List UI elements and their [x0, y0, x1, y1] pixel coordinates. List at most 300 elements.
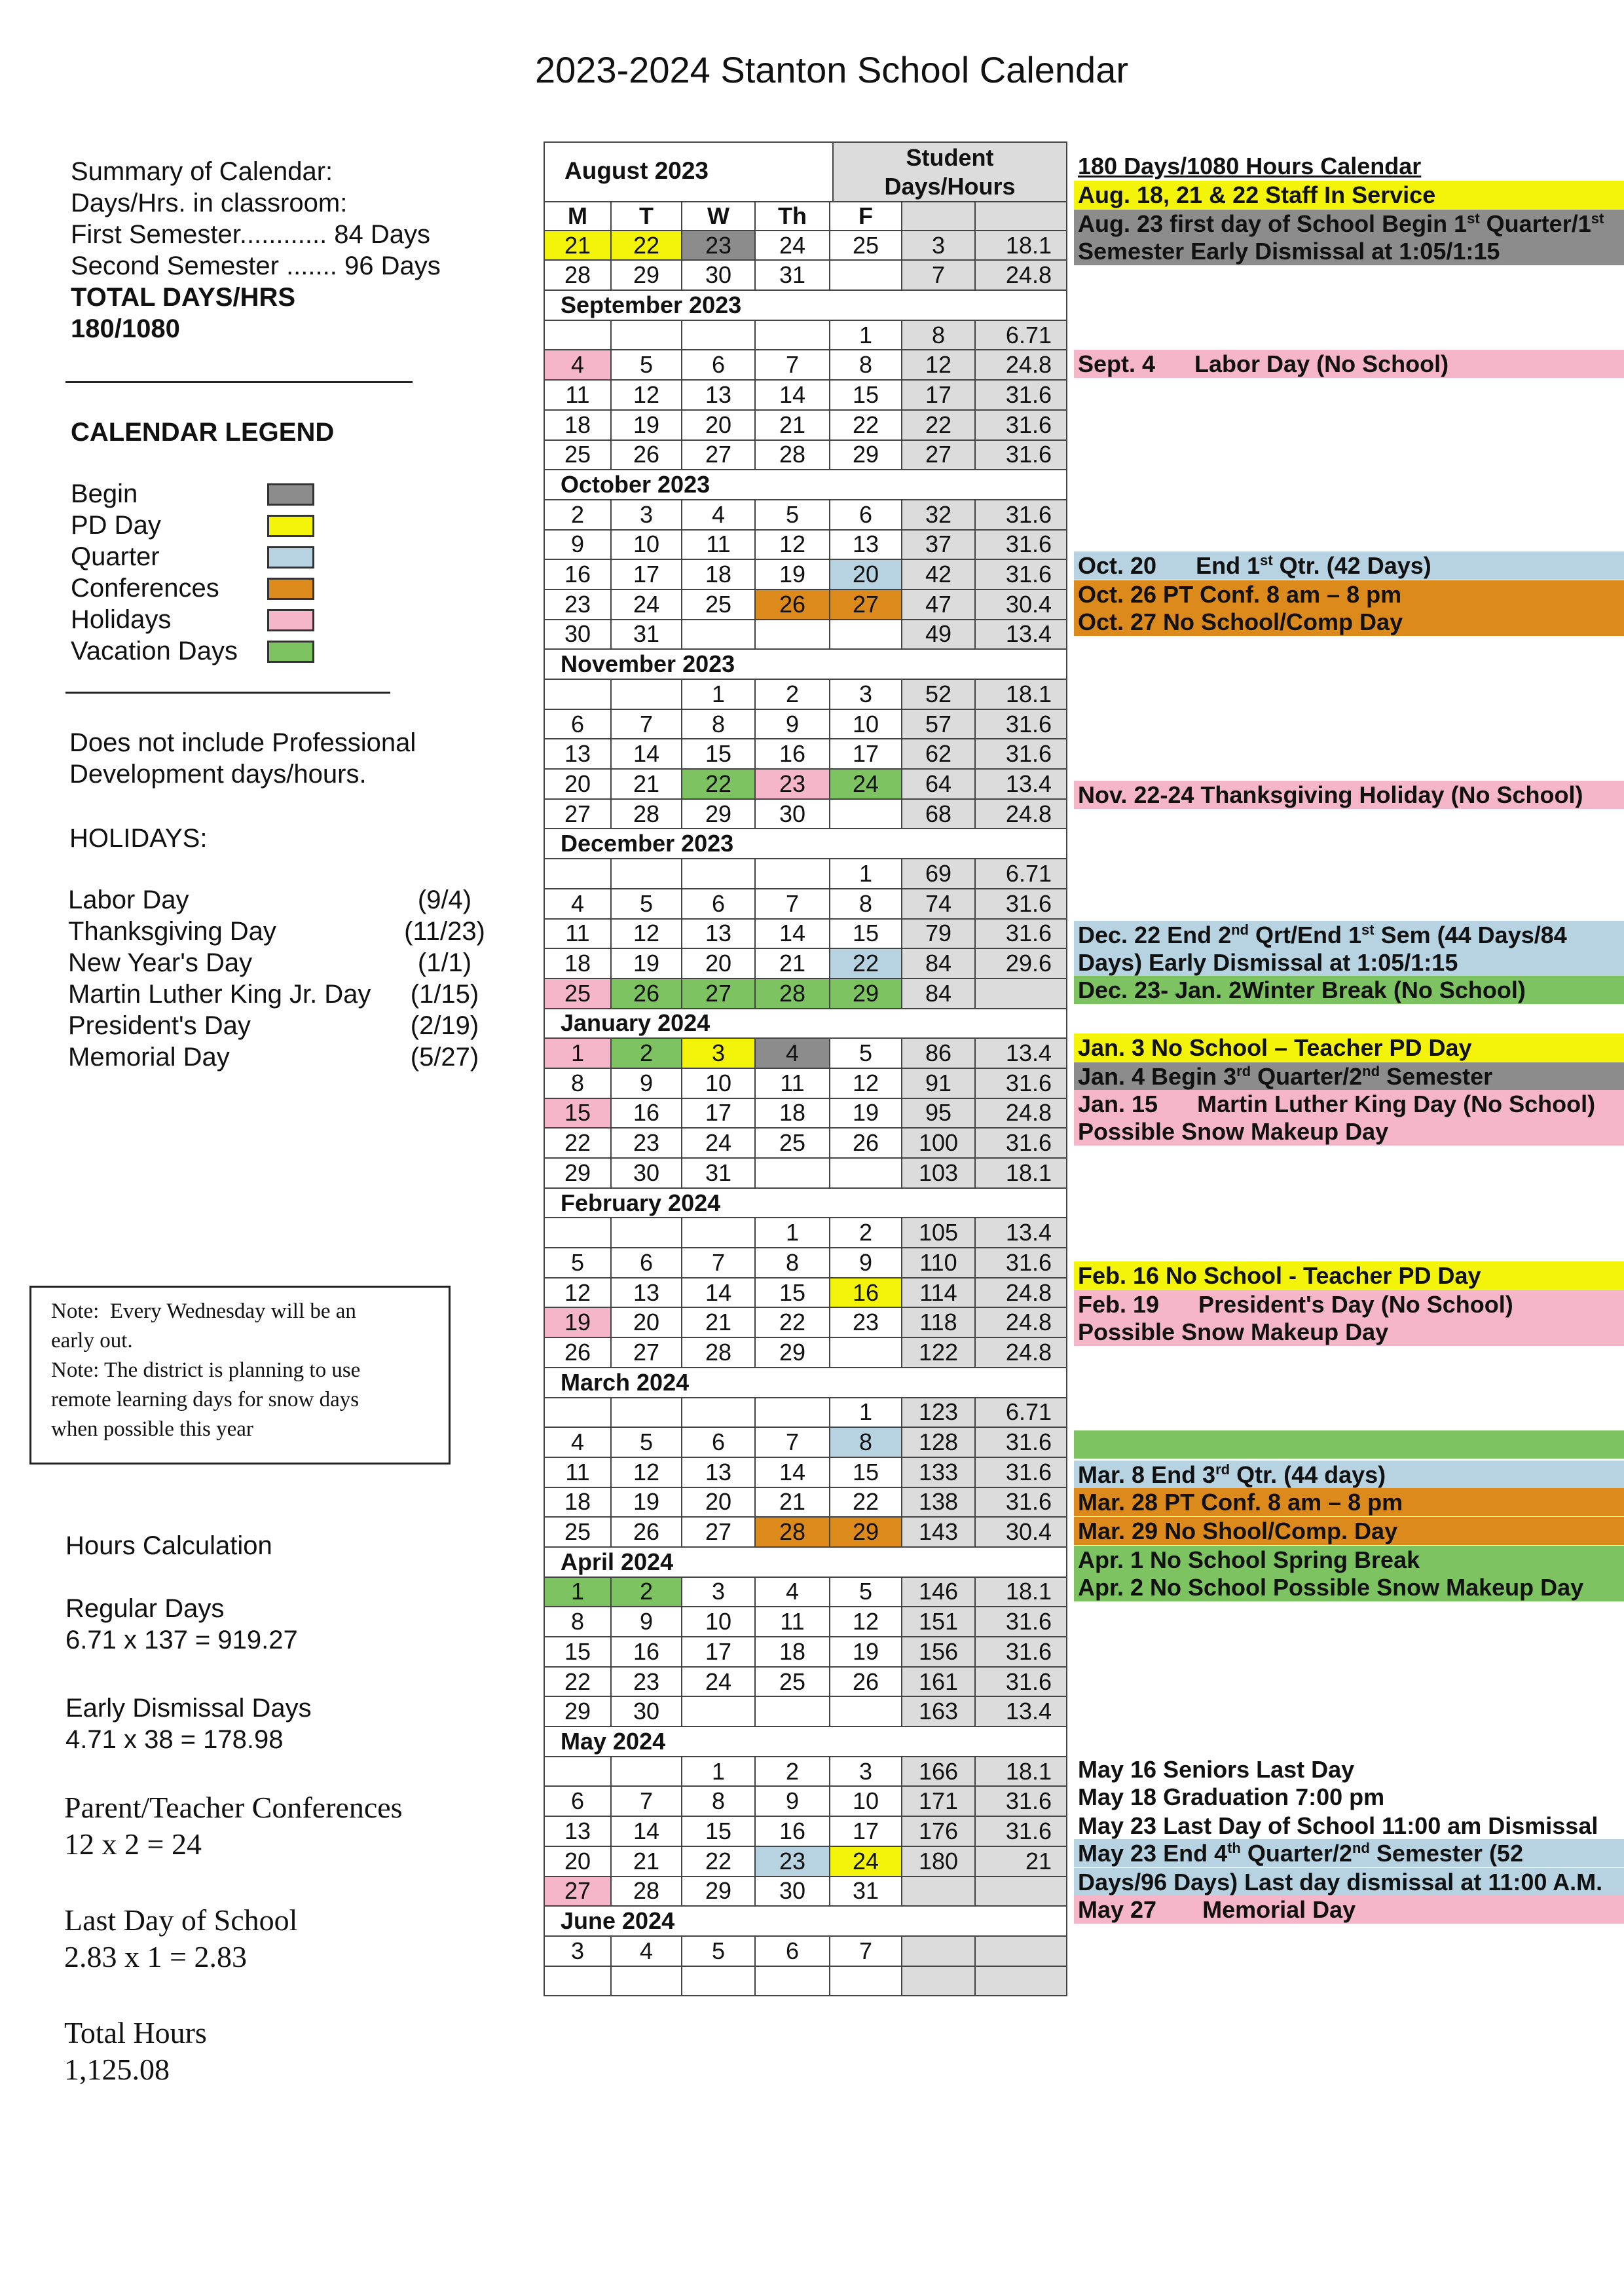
day-cell — [754, 1398, 829, 1428]
student-hours-cell — [974, 1877, 1067, 1907]
day-cell: 15 — [681, 739, 754, 770]
day-cell — [681, 859, 754, 889]
note-line: when possible this year — [51, 1417, 253, 1441]
day-cell: 17 — [610, 560, 681, 590]
day-cell: 19 — [610, 949, 681, 979]
total-hours-value: 1,125.08 — [64, 2053, 170, 2086]
day-cell: 12 — [544, 1278, 610, 1309]
student-days-cell: 74 — [901, 889, 974, 920]
day-cell: 15 — [681, 1817, 754, 1847]
day-cell: 16 — [544, 560, 610, 590]
day-cell: 16 — [829, 1278, 901, 1309]
note-line: Note: The district is planning to use — [51, 1358, 361, 1382]
early-dismissal-calc: 4.71 x 38 = 178.98 — [65, 1725, 284, 1754]
student-hours-cell: 30.4 — [974, 590, 1067, 620]
day-cell: 13 — [681, 920, 754, 950]
calendar-note: Mar. 8 End 3rd Qtr. (44 days) — [1074, 1461, 1624, 1489]
day-cell: 8 — [681, 710, 754, 740]
calendar-note: Jan. 3 No School – Teacher PD Day — [1074, 1034, 1624, 1062]
day-cell: 3 — [681, 1039, 754, 1069]
student-days-cell: 22 — [901, 411, 974, 441]
student-hours-cell: 18.1 — [974, 231, 1067, 261]
legend-label: Quarter — [71, 542, 160, 571]
day-cell: 15 — [544, 1637, 610, 1668]
student-hours-cell: 24.8 — [974, 261, 1067, 291]
day-cell: 1 — [829, 859, 901, 889]
day-cell: 30 — [544, 620, 610, 650]
day-cell: 23 — [610, 1129, 681, 1159]
weekday-header: M — [544, 202, 610, 231]
day-cell: 13 — [681, 1458, 754, 1488]
calendar-note: 180 Days/1080 Hours Calendar — [1078, 153, 1422, 179]
calendar-note: Nov. 22-24 Thanksgiving Holiday (No School) — [1074, 781, 1624, 809]
calendar-note: Sept. 4 Labor Day (No School) — [1074, 350, 1624, 378]
student-hours-cell: 6.71 — [974, 321, 1067, 351]
calendar-note: May 18 Graduation 7:00 pm — [1078, 1783, 1385, 1810]
holiday-date: (5/27) — [410, 1043, 479, 1072]
day-cell — [754, 1967, 829, 1997]
day-cell: 7 — [754, 889, 829, 920]
day-cell: 20 — [544, 770, 610, 800]
student-hours-cell: 13.4 — [974, 1039, 1067, 1069]
holiday-date: (9/4) — [417, 886, 472, 914]
student-hours-cell: 24.8 — [974, 1338, 1067, 1368]
student-hours-cell: 13.4 — [974, 1697, 1067, 1727]
hours-title: Hours Calculation — [65, 1531, 272, 1560]
day-cell: 22 — [829, 949, 901, 979]
day-cell: 27 — [681, 441, 754, 471]
student-days-cell: 138 — [901, 1488, 974, 1518]
student-days-cell: 27 — [901, 441, 974, 471]
student-hours-cell: 24.8 — [974, 1278, 1067, 1309]
day-cell: 14 — [681, 1278, 754, 1309]
day-cell: 21 — [610, 770, 681, 800]
day-cell: 2 — [754, 1757, 829, 1787]
day-cell: 2 — [754, 680, 829, 710]
calendar-note: Aug. 18, 21 & 22 Staff In Service — [1074, 181, 1624, 209]
day-cell: 7 — [754, 1428, 829, 1458]
student-days-cell — [901, 1967, 974, 1997]
calendar-note: Mar. 29 No Shool/Comp. Day — [1074, 1517, 1624, 1545]
day-cell: 1 — [681, 680, 754, 710]
week-row — [544, 739, 1067, 770]
day-cell: 10 — [829, 1787, 901, 1817]
holiday-name: President's Day — [68, 1011, 251, 1040]
month-row — [544, 650, 1067, 680]
student-hours-cell: 30.4 — [974, 1518, 1067, 1548]
weekday-header: W — [681, 202, 754, 231]
day-cell: 20 — [681, 949, 754, 979]
day-cell: 10 — [610, 531, 681, 561]
day-cell: 19 — [829, 1637, 901, 1668]
day-cell — [610, 680, 681, 710]
day-cell: 16 — [754, 1817, 829, 1847]
student-hours-cell: 6.71 — [974, 1398, 1067, 1428]
calendar-note: Feb. 19 President's Day (No School) — [1074, 1290, 1624, 1318]
day-cell: 3 — [829, 1757, 901, 1787]
day-cell — [829, 261, 901, 291]
month-label: December 2023 — [544, 829, 1067, 859]
student-hours-cell: 31.6 — [974, 411, 1067, 441]
conferences-label: Parent/Teacher Conferences — [64, 1791, 403, 1824]
day-cell: 4 — [544, 1428, 610, 1458]
calendar-header — [544, 141, 1067, 201]
day-cell: 5 — [829, 1039, 901, 1069]
day-cell: 2 — [544, 500, 610, 531]
week-row — [544, 1069, 1067, 1099]
day-cell — [829, 1338, 901, 1368]
pd-note-line: Does not include Professional — [69, 728, 416, 757]
day-cell — [610, 1398, 681, 1428]
day-cell: 27 — [829, 590, 901, 620]
student-days-cell: 100 — [901, 1129, 974, 1159]
day-cell: 24 — [681, 1129, 754, 1159]
day-cell: 5 — [754, 500, 829, 531]
day-cell: 29 — [681, 1877, 754, 1907]
day-cell: 27 — [610, 1338, 681, 1368]
day-cell: 15 — [829, 1458, 901, 1488]
week-row — [544, 1967, 1067, 1997]
student-days-cell: 52 — [901, 680, 974, 710]
student-days-cell: 161 — [901, 1668, 974, 1698]
week-row — [544, 231, 1067, 261]
last-day-calc: 2.83 x 1 = 2.83 — [64, 1940, 247, 1973]
month-row — [544, 1907, 1067, 1937]
student-days-cell: 8 — [901, 321, 974, 351]
day-cell: 25 — [829, 231, 901, 261]
week-row — [544, 1787, 1067, 1817]
day-cell: 6 — [544, 710, 610, 740]
divider — [65, 692, 390, 694]
student-hours-cell: 31.6 — [974, 739, 1067, 770]
day-cell — [681, 1218, 754, 1248]
month-row — [544, 1189, 1067, 1219]
day-cell — [544, 321, 610, 351]
day-cell — [681, 620, 754, 650]
student-days-cell: 128 — [901, 1428, 974, 1458]
student-hours-cell: 24.8 — [974, 800, 1067, 830]
week-row — [544, 1338, 1067, 1368]
day-cell: 15 — [754, 1278, 829, 1309]
day-cell — [681, 1697, 754, 1727]
week-row — [544, 889, 1067, 920]
day-cell: 5 — [610, 350, 681, 381]
student-hours-cell — [974, 979, 1067, 1009]
student-days-cell: 91 — [901, 1069, 974, 1099]
student-days-cell: 69 — [901, 859, 974, 889]
week-row — [544, 1757, 1067, 1787]
day-cell — [610, 1218, 681, 1248]
day-cell: 6 — [681, 350, 754, 381]
student-days-cell: 62 — [901, 739, 974, 770]
week-row — [544, 1607, 1067, 1637]
week-row — [544, 350, 1067, 381]
student-days-cell: 47 — [901, 590, 974, 620]
week-row — [544, 1578, 1067, 1608]
day-cell: 17 — [829, 739, 901, 770]
day-cell: 13 — [829, 531, 901, 561]
day-cell: 27 — [681, 1518, 754, 1548]
day-cell: 19 — [829, 1099, 901, 1129]
student-days-cell: 133 — [901, 1458, 974, 1488]
day-cell: 8 — [829, 1428, 901, 1458]
day-cell: 23 — [829, 1308, 901, 1338]
note-box — [29, 1286, 451, 1465]
day-cell: 27 — [681, 979, 754, 1009]
day-cell: 9 — [829, 1248, 901, 1278]
holiday-name: Martin Luther King Jr. Day — [68, 980, 371, 1009]
day-cell: 11 — [544, 1458, 610, 1488]
day-cell: 28 — [754, 1518, 829, 1548]
day-cell: 2 — [610, 1578, 681, 1608]
day-cell: 4 — [754, 1039, 829, 1069]
day-cell: 2 — [610, 1039, 681, 1069]
calendar-note: Possible Snow Makeup Day — [1074, 1117, 1624, 1146]
day-cell — [544, 1398, 610, 1428]
day-cell: 19 — [610, 1488, 681, 1518]
holiday-name: Memorial Day — [68, 1043, 230, 1072]
holiday-name: New Year's Day — [68, 948, 253, 977]
day-cell: 22 — [829, 411, 901, 441]
legend-swatch — [267, 515, 314, 537]
day-cell: 13 — [610, 1278, 681, 1309]
student-days-cell: 163 — [901, 1697, 974, 1727]
week-row — [544, 1308, 1067, 1338]
student-days-cell: 180 — [901, 1847, 974, 1877]
week-row — [544, 1518, 1067, 1548]
calendar-note: Mar. 28 PT Conf. 8 am – 8 pm — [1074, 1488, 1624, 1516]
student-hours-cell: 31.6 — [974, 560, 1067, 590]
week-row — [544, 1099, 1067, 1129]
day-cell: 7 — [754, 350, 829, 381]
calendar-note: Semester Early Dismissal at 1:05/1:15 — [1074, 237, 1624, 265]
day-cell: 22 — [544, 1129, 610, 1159]
day-cell: 26 — [544, 1338, 610, 1368]
last-day-label: Last Day of School — [64, 1903, 298, 1937]
calendar-note: Apr. 2 No School Possible Snow Makeup Day — [1074, 1573, 1624, 1601]
student-hours-cell: 29.6 — [974, 949, 1067, 979]
week-row — [544, 1129, 1067, 1159]
student-hours-cell: 24.8 — [974, 1099, 1067, 1129]
student-hours-cell: 13.4 — [974, 620, 1067, 650]
day-cell: 17 — [681, 1637, 754, 1668]
day-cell: 25 — [544, 979, 610, 1009]
day-cell: 28 — [610, 800, 681, 830]
student-days-cell: 156 — [901, 1637, 974, 1668]
day-cell: 29 — [544, 1159, 610, 1189]
student-hours-cell: 31.6 — [974, 1428, 1067, 1458]
week-row — [544, 381, 1067, 411]
day-cell: 21 — [754, 411, 829, 441]
student-hours-cell — [974, 1937, 1067, 1967]
note-line: early out. — [51, 1329, 133, 1353]
holiday-date: (11/23) — [404, 917, 485, 946]
week-row — [544, 680, 1067, 710]
student-hours-cell: 31.6 — [974, 500, 1067, 531]
total-days-label: TOTAL DAYS/HRS — [71, 283, 296, 312]
legend-label: PD Day — [71, 511, 161, 540]
day-cell: 17 — [829, 1817, 901, 1847]
day-cell: 13 — [681, 381, 754, 411]
day-cell: 6 — [610, 1248, 681, 1278]
day-cell: 25 — [754, 1668, 829, 1698]
week-row — [544, 979, 1067, 1009]
day-cell: 31 — [754, 261, 829, 291]
day-cell: 29 — [829, 441, 901, 471]
day-cell: 11 — [544, 920, 610, 950]
holiday-date: (2/19) — [410, 1011, 479, 1040]
day-cell: 13 — [544, 1817, 610, 1847]
day-cell: 30 — [754, 1877, 829, 1907]
student-days-cell: 146 — [901, 1578, 974, 1608]
month-row — [544, 1727, 1067, 1757]
day-cell: 9 — [610, 1607, 681, 1637]
summary-heading: Summary of Calendar: — [71, 157, 333, 186]
day-cell: 21 — [610, 1847, 681, 1877]
day-cell: 12 — [829, 1607, 901, 1637]
day-cell: 31 — [610, 620, 681, 650]
student-days-cell: 86 — [901, 1039, 974, 1069]
month-row — [544, 1548, 1067, 1578]
day-cell: 24 — [829, 770, 901, 800]
student-days-cell: 17 — [901, 381, 974, 411]
divider — [65, 381, 413, 383]
day-cell: 18 — [754, 1637, 829, 1668]
weekday-header: F — [829, 202, 901, 231]
student-hours-cell: 31.6 — [974, 1817, 1067, 1847]
day-cell: 21 — [681, 1308, 754, 1338]
week-row — [544, 531, 1067, 561]
day-cell: 28 — [544, 261, 610, 291]
student-hours-cell: 31.6 — [974, 920, 1067, 950]
student-days-cell: 12 — [901, 350, 974, 381]
month-label: March 2024 — [544, 1368, 1067, 1398]
day-cell: 8 — [754, 1248, 829, 1278]
legend-label: Begin — [71, 479, 138, 508]
month-label: February 2024 — [544, 1189, 1067, 1219]
day-cell: 21 — [754, 1488, 829, 1518]
week-row — [544, 1278, 1067, 1309]
day-cell: 1 — [829, 1398, 901, 1428]
day-cell: 7 — [681, 1248, 754, 1278]
day-cell: 15 — [829, 381, 901, 411]
day-cell: 12 — [754, 531, 829, 561]
student-days-header — [832, 141, 1067, 201]
student-hours-cell: 18.1 — [974, 1757, 1067, 1787]
day-cell — [681, 1967, 754, 1997]
student-hours-cell: 31.6 — [974, 531, 1067, 561]
day-cell: 9 — [544, 531, 610, 561]
day-cell: 5 — [681, 1937, 754, 1967]
week-row — [544, 1637, 1067, 1668]
student-days-cell: 118 — [901, 1308, 974, 1338]
day-cell: 12 — [610, 381, 681, 411]
day-cell: 11 — [754, 1607, 829, 1637]
day-cell: 26 — [829, 1129, 901, 1159]
day-cell: 5 — [610, 1428, 681, 1458]
day-cell — [754, 321, 829, 351]
week-row — [544, 770, 1067, 800]
day-cell: 21 — [544, 231, 610, 261]
student-days-cell: 84 — [901, 949, 974, 979]
student-days-cell — [901, 1937, 974, 1967]
weekday-header: Th — [754, 202, 829, 231]
calendar-note: May 27 Memorial Day — [1074, 1895, 1624, 1924]
student-hours-cell — [974, 1967, 1067, 1997]
student-days-cell: 32 — [901, 500, 974, 531]
day-cell — [610, 1757, 681, 1787]
legend-label: Vacation Days — [71, 637, 238, 665]
holidays-title: HOLIDAYS: — [69, 824, 208, 853]
student-hours-cell: 18.1 — [974, 680, 1067, 710]
calendar-note: Oct. 26 PT Conf. 8 am – 8 pm — [1074, 580, 1624, 608]
day-cell: 12 — [610, 920, 681, 950]
week-row — [544, 710, 1067, 740]
day-cell — [544, 680, 610, 710]
week-row — [544, 261, 1067, 291]
day-cell: 3 — [610, 500, 681, 531]
calendar-table — [544, 141, 1067, 1996]
day-cell: 6 — [681, 1428, 754, 1458]
day-cell: 4 — [610, 1937, 681, 1967]
student-days-cell: 95 — [901, 1099, 974, 1129]
week-row — [544, 1218, 1067, 1248]
week-row — [544, 1847, 1067, 1877]
student-days-cell: 68 — [901, 800, 974, 830]
day-cell: 24 — [610, 590, 681, 620]
week-row — [544, 949, 1067, 979]
month-label: January 2024 — [544, 1009, 1067, 1039]
day-cell: 18 — [681, 560, 754, 590]
month-label: October 2023 — [544, 470, 1067, 500]
day-cell: 21 — [754, 949, 829, 979]
holiday-name: Labor Day — [68, 886, 189, 914]
day-cell: 28 — [754, 979, 829, 1009]
month-row — [544, 1368, 1067, 1398]
day-cell — [610, 859, 681, 889]
student-days-cell: 84 — [901, 979, 974, 1009]
day-cell: 23 — [754, 1847, 829, 1877]
day-cell: 8 — [829, 350, 901, 381]
month-label: June 2024 — [544, 1907, 1067, 1937]
day-cell: 5 — [829, 1578, 901, 1608]
day-cell — [754, 620, 829, 650]
day-cell: 22 — [754, 1308, 829, 1338]
legend-swatch — [267, 546, 314, 569]
day-cell: 10 — [829, 710, 901, 740]
weekday-header — [901, 202, 974, 231]
student-hours-cell: 31.6 — [974, 441, 1067, 471]
student-hours-cell: 31.6 — [974, 1248, 1067, 1278]
early-dismissal-label: Early Dismissal Days — [65, 1694, 312, 1723]
calendar-note: May 16 Seniors Last Day — [1078, 1756, 1355, 1783]
student-days-cell: 171 — [901, 1787, 974, 1817]
month-row — [544, 470, 1067, 500]
day-cell: 25 — [544, 1518, 610, 1548]
student-hours-cell: 13.4 — [974, 1218, 1067, 1248]
holiday-name: Thanksgiving Day — [68, 917, 276, 946]
day-cell: 22 — [544, 1668, 610, 1698]
student-hours-cell: 18.1 — [974, 1578, 1067, 1608]
student-days-cell: 49 — [901, 620, 974, 650]
day-cell: 22 — [829, 1488, 901, 1518]
legend-label: Holidays — [71, 605, 172, 634]
day-cell: 1 — [544, 1039, 610, 1069]
day-cell: 3 — [544, 1937, 610, 1967]
legend-label: Conferences — [71, 574, 219, 603]
day-cell: 18 — [544, 1488, 610, 1518]
day-cell: 6 — [754, 1937, 829, 1967]
